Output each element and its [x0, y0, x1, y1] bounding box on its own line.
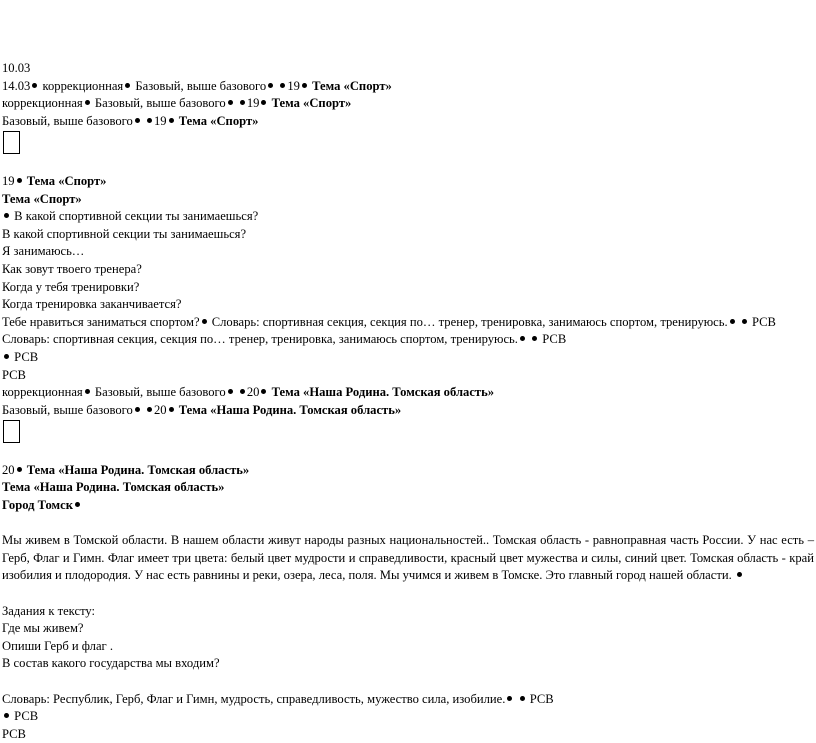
- bullet-dot-icon: [169, 118, 174, 123]
- bullet-dot-icon: [302, 83, 307, 88]
- text-line: Словарь: спортивная секция, секция по… тренер, тренировка, занимаюсь спортом, тренируюсь. РСВ: [2, 332, 567, 347]
- text-line: Базовый, выше базового 19 Тема «Спорт»: [2, 113, 259, 128]
- text-line: РСВ: [2, 708, 816, 726]
- text-line: Как зовут твоего тренера?: [2, 261, 142, 276]
- text-line: Я занимаюсь…: [2, 244, 85, 259]
- bullet-dot-icon: [742, 319, 747, 324]
- text-line: 10.03: [2, 61, 31, 75]
- text-line: 14.03 коррекционная Базовый, выше базового 19 Тема «Спорт»: [2, 78, 392, 93]
- text-line: В какой спортивной секции ты занимаешься?: [2, 226, 247, 241]
- bullet-dot-icon: [135, 407, 140, 412]
- bullet-dot-icon: [261, 100, 266, 105]
- text-paragraph: Мы живем в Томской области. В нашем области живут народы разных национальностей.. Томская область - равноправная часть России. У нас есть – Герб, Флаг и Гимн. Флаг имеет три цвета: белый цвет мудрости и справедливости, красный цвет мужества и силы, синий цвет. Томская область - край изобилия и плодородия. У нас есть равнины и реки, озера, леса, поля. Мы учимся и живем в Томске. Это главный город нашей области.: [2, 533, 814, 583]
- text-line: В какой спортивной секции ты занимаешься?: [2, 208, 816, 226]
- bullet-dot-icon: [17, 467, 22, 472]
- bullet-dot-icon: [730, 319, 735, 324]
- bullet-dot-icon: [261, 389, 266, 394]
- text-line: коррекционная Базовый, выше базового 20 Тема «Наша Родина. Томская область»: [2, 385, 495, 400]
- bullet-dot-icon: [4, 713, 9, 718]
- bullet-dot-icon: [240, 100, 245, 105]
- bullet-dot-icon: [507, 696, 512, 701]
- bullet-dot-icon: [520, 696, 525, 701]
- task-item: Где мы живем?: [2, 621, 84, 636]
- bullet-dot-icon: [85, 100, 90, 105]
- text-line: Базовый, выше базового 20 Тема «Наша Родина. Томская область»: [2, 402, 402, 417]
- bullet-dot-icon: [17, 178, 22, 183]
- bullet-dot-icon: [737, 572, 742, 577]
- section-heading: Город Томск: [2, 497, 816, 515]
- bullet-dot-icon: [75, 502, 80, 507]
- text-line: Когда у тебя тренировки?: [2, 279, 140, 294]
- text-line: Когда тренировка заканчивается?: [2, 297, 182, 312]
- bullet-dot-icon: [32, 83, 37, 88]
- empty-box: [3, 131, 20, 154]
- bullet-dot-icon: [532, 336, 537, 341]
- text-line: Тема «Наша Родина. Томская область»: [2, 480, 225, 495]
- text-line: РСВ: [2, 349, 816, 367]
- bullet-dot-icon: [125, 83, 130, 88]
- text-line: Тема «Спорт»: [2, 191, 82, 206]
- bullet-dot-icon: [85, 389, 90, 394]
- bullet-dot-icon: [268, 83, 273, 88]
- bullet-dot-icon: [135, 118, 140, 123]
- text-line: РСВ: [2, 367, 26, 382]
- bullet-dot-icon: [280, 83, 285, 88]
- text-line: РСВ: [2, 726, 26, 741]
- text-line: Словарь: Республик, Герб, Флаг и Гимн, мудрость, справедливость, мужество сила, изобилие. РСВ: [2, 691, 554, 706]
- bullet-dot-icon: [228, 100, 233, 105]
- bullet-dot-icon: [240, 389, 245, 394]
- bullet-dot-icon: [147, 407, 152, 412]
- empty-box: [3, 420, 20, 443]
- bullet-dot-icon: [4, 354, 9, 359]
- text-line: Тебе нравиться заниматься спортом? Словарь: спортивная секция, секция по… тренер, тренировка, занимаюсь спортом, тренируюсь. РСВ: [2, 314, 776, 329]
- document-body: [2, 60, 816, 743]
- bullet-dot-icon: [202, 319, 207, 324]
- text-line: коррекционная Базовый, выше базового 19 Тема «Спорт»: [2, 96, 352, 111]
- task-item: Опиши Герб и флаг .: [2, 638, 113, 653]
- bullet-dot-icon: [4, 213, 9, 218]
- bullet-dot-icon: [520, 336, 525, 341]
- task-item: В состав какого государства мы входим?: [2, 656, 220, 671]
- bullet-dot-icon: [228, 389, 233, 394]
- bullet-dot-icon: [169, 407, 174, 412]
- text-line: 20 Тема «Наша Родина. Томская область»: [2, 462, 250, 477]
- tasks-heading: Задания к тексту:: [2, 603, 96, 618]
- bullet-dot-icon: [147, 118, 152, 123]
- text-line: 19 Тема «Спорт»: [2, 173, 107, 188]
